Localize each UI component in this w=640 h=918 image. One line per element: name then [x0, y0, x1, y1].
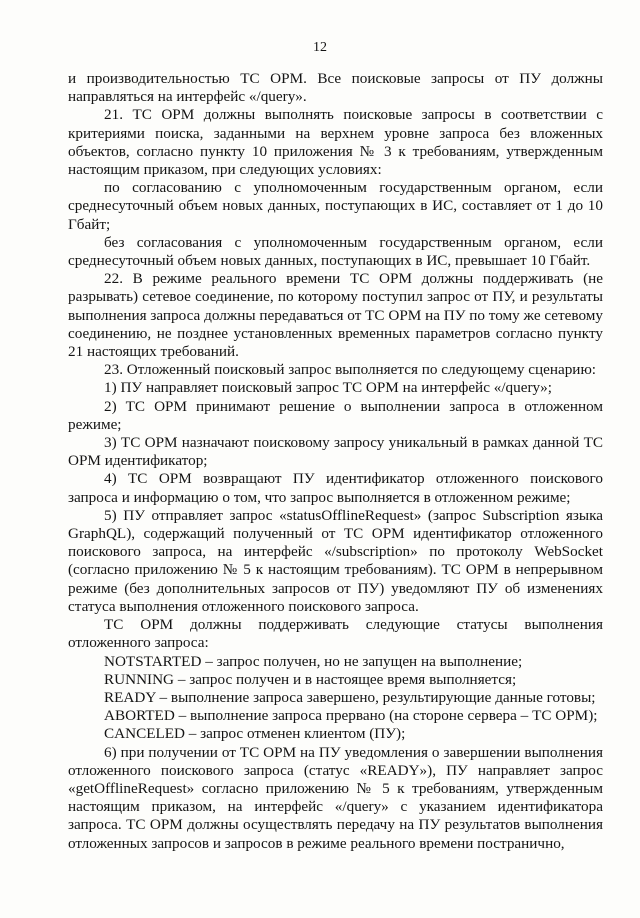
- scenario-step-3: 3) ТС ОРМ назначают поисковому запросу уникальный в рамках данной ТС ОРМ идентификатор;: [68, 434, 603, 470]
- scenario-step-6: 6) при получении от ТС ОРМ на ПУ уведомления о завершении выполнения отложенного поискового запроса (статус «READY»), ПУ направляет запрос «getOfflineRequest» согласно приложению № 5 к требованиям, утвержденным настоящим приказом, на интерфейс «/query» с указанием идентификатора запроса. ТС ОРМ должны осуществлять передачу на ПУ результатов выполнения отложенных запросов и запросов в режиме реального времени постранично,: [68, 743, 603, 852]
- paragraph-condition-no-agreement: без согласования с уполномоченным государственным органом, если среднесуточный объем новых данных, поступающих в ИС, превышает 10 Гбайт.: [68, 233, 603, 270]
- scenario-step-5: 5) ПУ отправляет запрос «statusOfflineRequest» (запрос Subscription языка GraphQL), содержащий полученный от ТС ОРМ идентификатор отложенного поискового запроса, на интерфейс «/subscription» по протоколу WebSocket (согласно приложению № 5 к настоящим требованиям). ТС ОРМ в непрерывном режиме (без дополнительных запросов от ПУ) уведомляют ПУ об изменениях статуса выполнения отложенного поискового запроса.: [68, 506, 603, 615]
- document-body: [68, 70, 603, 853]
- paragraph-condition-agreement: по согласованию с уполномоченным государственным органом, если среднесуточный объем новых данных, поступающих в ИС, составляет от 1 до 10 Гбайт;: [68, 179, 603, 233]
- scenario-step-4: 4) ТС ОРМ возвращают ПУ идентификатор отложенного поискового запроса и информацию о том, что запрос выполняется в отложенном режиме;: [68, 470, 603, 506]
- status-canceled: CANCELED – запрос отменен клиентом (ПУ);: [104, 725, 406, 743]
- paragraph-item-22: 22. В режиме реального времени ТС ОРМ должны поддерживать (не разрывать) сетевое соединение, по которому поступил запрос от ПУ, и результаты выполнения запроса должны передаваться от ТС ОРМ на ПУ по тому же сетевому соединению, не позднее установленных временных параметров согласно пункту 21 настоящих требований.: [68, 270, 603, 361]
- page-number: 12: [313, 40, 327, 55]
- paragraph-item-23: 23. Отложенный поисковый запрос выполняется по следующему сценарию:: [104, 361, 597, 379]
- status-ready: READY – выполнение запроса завершено, результирующие данные готовы;: [104, 688, 596, 706]
- scenario-step-2: 2) ТС ОРМ принимают решение о выполнении запроса в отложенном режиме;: [68, 397, 603, 433]
- scenario-step-1: 1) ПУ направляет поисковый запрос ТС ОРМ на интерфейс «/query»;: [104, 379, 552, 397]
- status-notstarted: NOTSTARTED – запрос получен, но не запущен на выполнение;: [104, 652, 523, 670]
- status-running: RUNNING – запрос получен и в настоящее время выполняется;: [104, 670, 517, 688]
- paragraph-statuses-intro: ТС ОРМ должны поддерживать следующие статусы выполнения отложенного запроса:: [68, 616, 603, 652]
- status-aborted: ABORTED – выполнение запроса прервано (на стороне сервера – ТС ОРМ);: [104, 707, 598, 725]
- paragraph-continuation: и производительностью ТС ОРМ. Все поисковые запросы от ПУ должны направляться на интерфейс «/query».: [68, 70, 603, 106]
- paragraph-item-21: 21. ТС ОРМ должны выполнять поисковые запросы в соответствии с критериями поиска, заданными на верхнем уровне запроса без вложенных объектов, согласно пункту 10 приложения № 3 к требованиям, утвержденным настоящим приказом, при следующих условиях:: [68, 106, 603, 179]
